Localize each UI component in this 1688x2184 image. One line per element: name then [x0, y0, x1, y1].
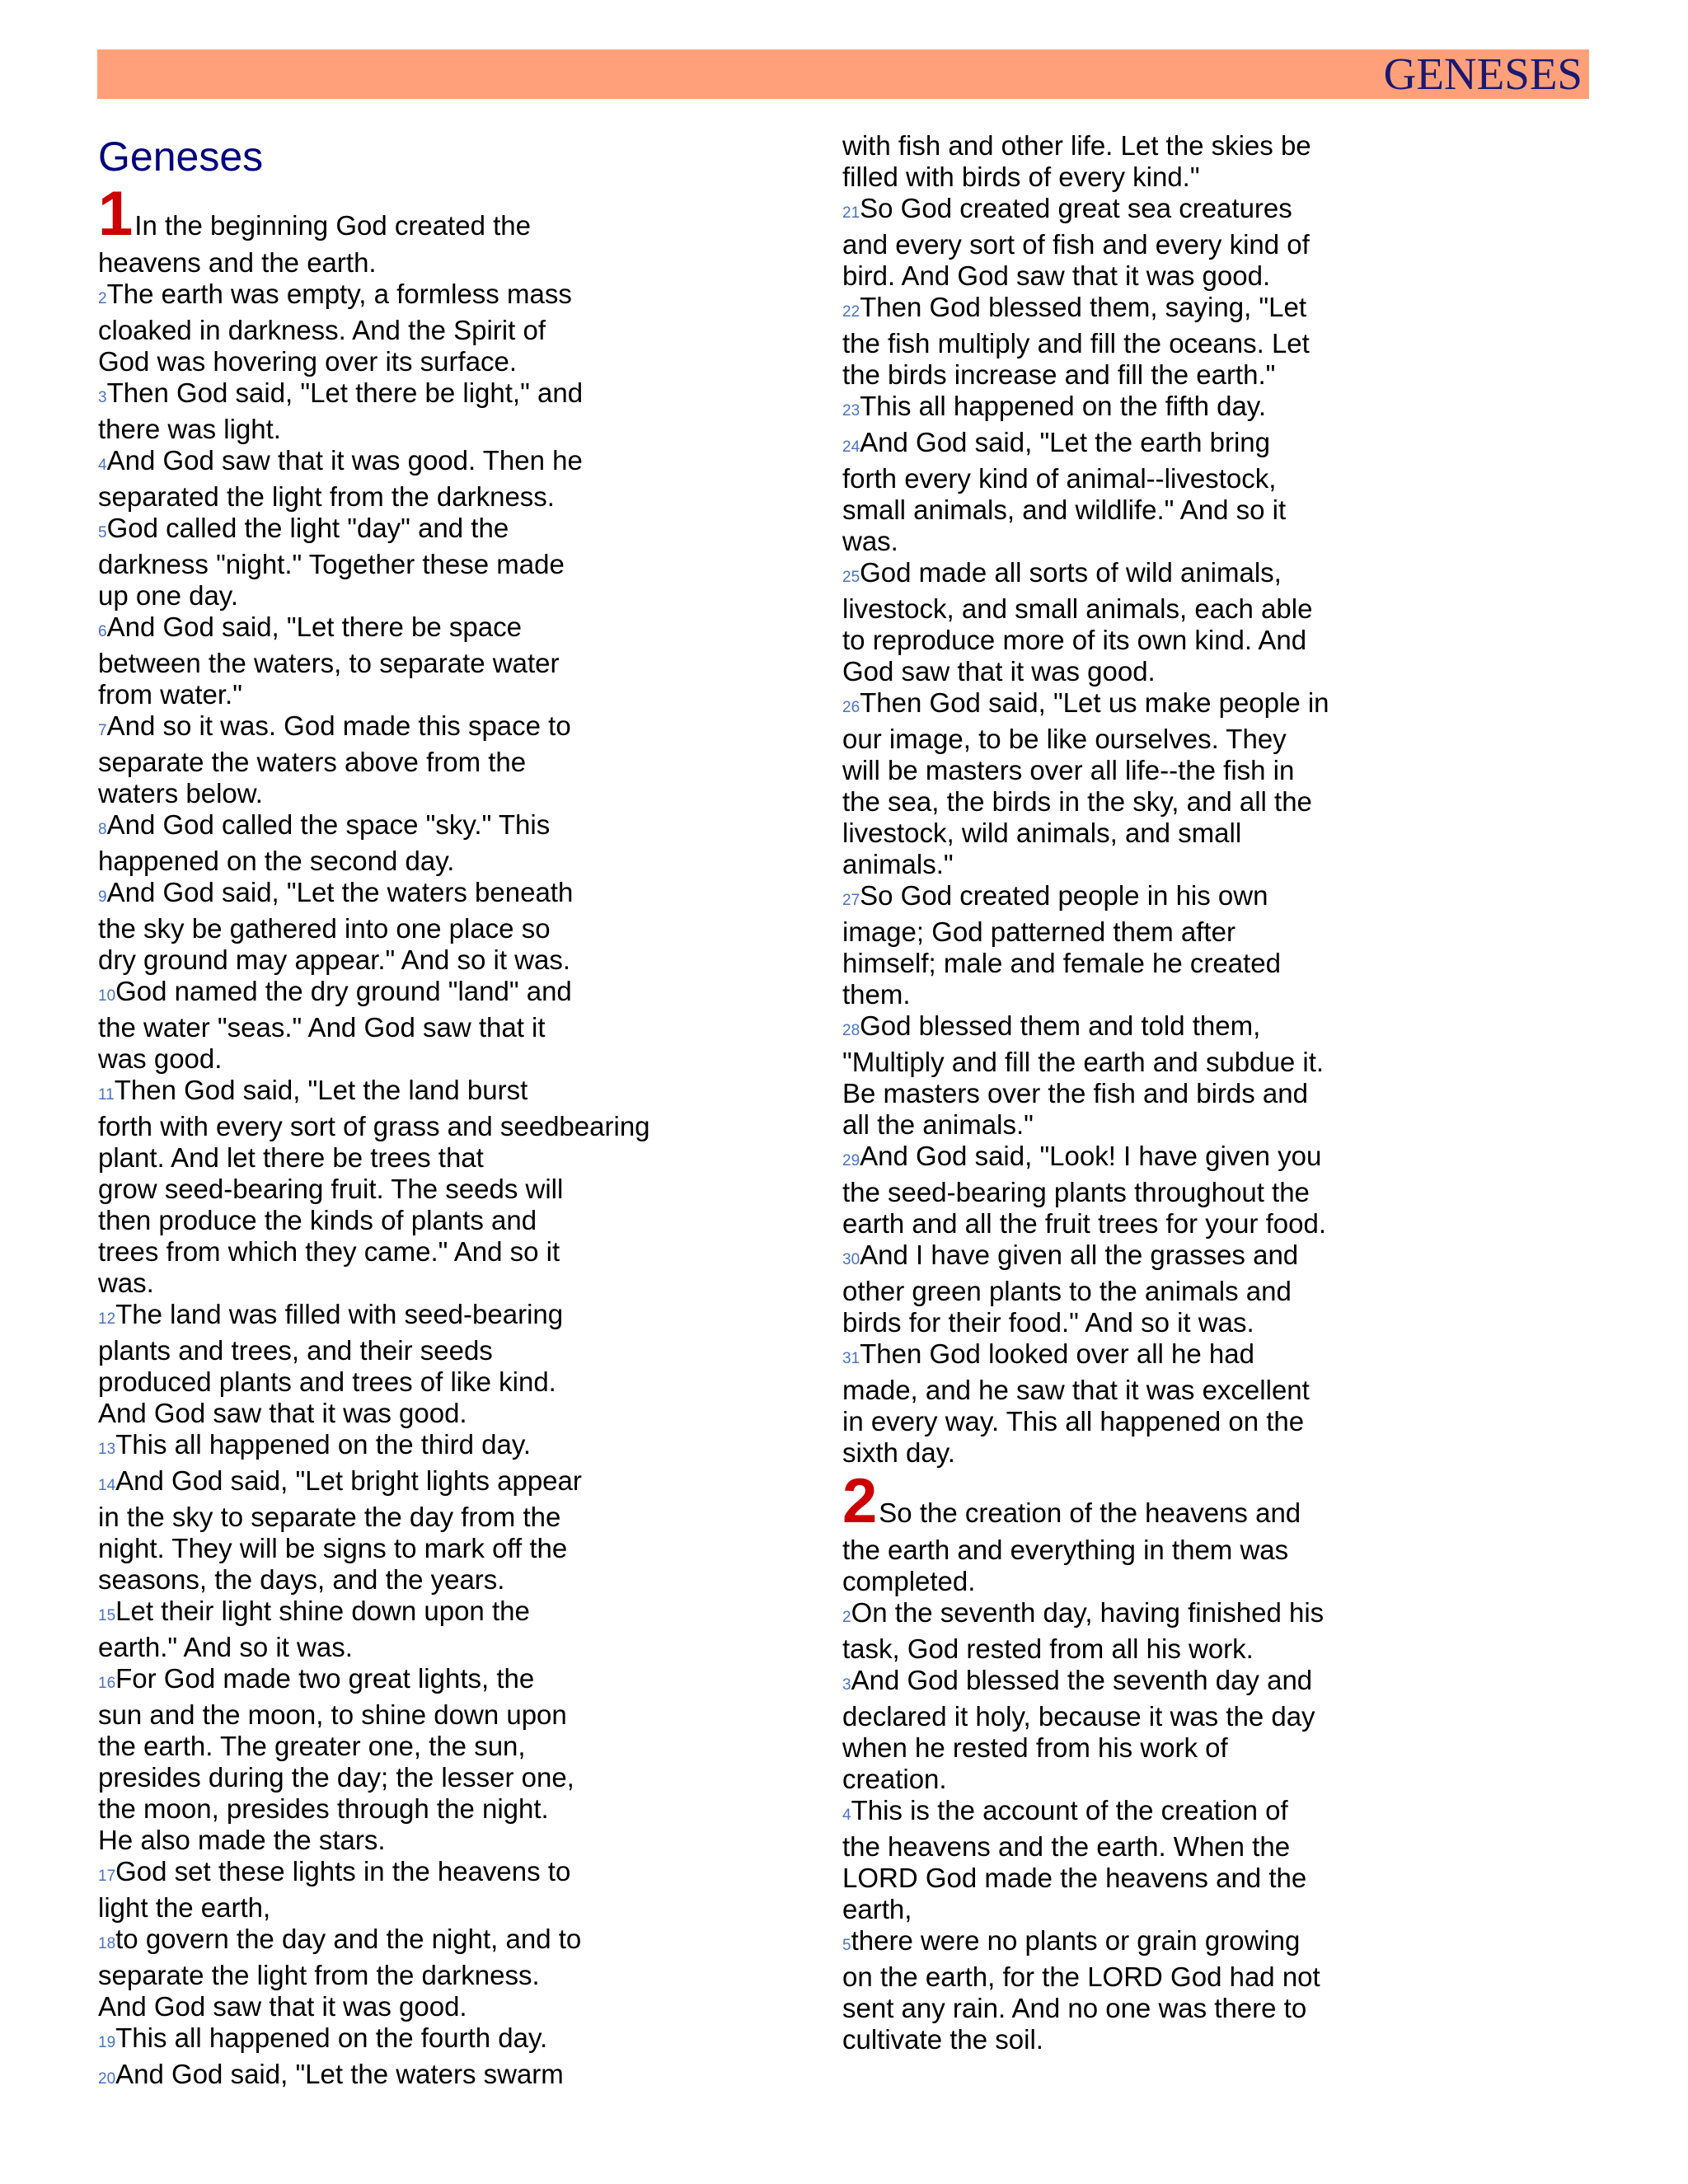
- verse-text: to govern the day and the night, and to: [115, 1924, 582, 1954]
- verse: [842, 880, 1386, 916]
- verse-text-line: [842, 463, 1386, 494]
- verse-text: Then God said, "Let there be light," and: [106, 377, 584, 408]
- verse-text: from water.": [98, 679, 242, 710]
- verse: [842, 1925, 1386, 1961]
- verse-number: 4: [842, 1807, 851, 1824]
- verse-text: plant. And let there be trees that: [98, 1142, 484, 1173]
- verse-text: And God said, "Let there be space: [106, 612, 522, 642]
- verse-number: 17: [98, 1868, 116, 1885]
- verse-text: image; God patterned them after: [842, 916, 1236, 947]
- verse-text: God blessed them and told them,: [860, 1010, 1261, 1041]
- verse-text: cultivate the soil.: [842, 2024, 1043, 2055]
- verse-text-line: [98, 1533, 675, 1564]
- verse-text-line: [98, 1142, 675, 1174]
- right-verse-list: [842, 130, 1386, 2055]
- verse-text-line: [98, 1174, 675, 1205]
- verse: [98, 377, 675, 414]
- verse-number: 8: [98, 821, 107, 838]
- verse-number: 7: [98, 722, 107, 739]
- verse-text: God named the dry ground "land" and: [115, 976, 572, 1006]
- verse-text: on the earth, for the LORD God had not: [842, 1961, 1320, 1992]
- verse-text: animals.": [842, 849, 954, 879]
- chapter-number: 1: [98, 179, 134, 249]
- verse: [98, 513, 675, 549]
- verse-text: between the waters, to separate water: [98, 648, 560, 678]
- verse: [98, 2022, 675, 2059]
- verse: [842, 130, 1386, 162]
- verse-text: In the beginning God created the: [134, 210, 531, 241]
- verse-number: 3: [98, 389, 107, 406]
- verse: [98, 1429, 675, 1465]
- verse-text-line: [98, 778, 675, 809]
- running-header-bar: [97, 49, 1589, 99]
- verse-text: earth." And so it was.: [98, 1632, 353, 1662]
- verse-text: And God said, "Let the waters beneath: [106, 877, 574, 907]
- verse-number: 19: [98, 2034, 116, 2051]
- verse-number: 11: [98, 1086, 115, 1104]
- verse: [842, 1240, 1386, 1276]
- verse-text: the sea, the birds in the sky, and all the: [842, 786, 1312, 817]
- verse: [842, 427, 1386, 463]
- verse: [98, 976, 675, 1012]
- verse-text-line: [842, 260, 1386, 292]
- verse-text-line: [842, 1633, 1386, 1665]
- verse-number: 10: [98, 987, 116, 1005]
- verse: [842, 1338, 1386, 1375]
- verse: [842, 1010, 1386, 1047]
- verse-text-line: [842, 328, 1386, 359]
- verse-text-line: [98, 1762, 675, 1793]
- verse-number: 5: [98, 524, 107, 541]
- verse-text: God saw that it was good.: [842, 656, 1156, 687]
- verse-text-line: [98, 1111, 675, 1142]
- verse-text-line: [98, 1699, 675, 1731]
- verse: [98, 710, 675, 747]
- verse-text: plants and trees, and their seeds: [98, 1335, 493, 1366]
- verse-number: 6: [98, 623, 107, 640]
- verse-text: presides during the day; the lesser one,: [98, 1762, 574, 1793]
- verse-number: 15: [98, 1607, 116, 1624]
- verse: [98, 612, 675, 648]
- verse-text-line: [842, 526, 1386, 557]
- verse-text-line: [842, 593, 1386, 625]
- verse-text: And God blessed the seventh day and: [851, 1665, 1313, 1695]
- verse-text-line: [842, 1437, 1386, 1469]
- verse-text: Then God said, "Let the land burst: [114, 1075, 528, 1105]
- verse-text: small animals, and wildlife." And so it: [842, 494, 1287, 525]
- verse-text: God was hovering over its surface.: [98, 346, 518, 377]
- verse-text: task, God rested from all his work.: [842, 1633, 1254, 1664]
- verse-text-line: [98, 1012, 675, 1043]
- verse-text: The land was filled with seed-bearing: [115, 1299, 564, 1329]
- verse-text: the sky be gathered into one place so: [98, 913, 551, 944]
- verse-number: 22: [842, 303, 860, 321]
- verse-number: 29: [842, 1152, 860, 1169]
- verse-text: This all happened on the fourth day.: [115, 2022, 548, 2053]
- verse-text: light the earth,: [98, 1892, 271, 1923]
- verse-text-line: [842, 494, 1386, 526]
- verse-text: declared it holy, because it was the day: [842, 1701, 1315, 1732]
- verse-text-line: heavens and the earth.: [98, 247, 377, 278]
- verse-text-line: [842, 724, 1386, 755]
- verse-text-line: [98, 1793, 675, 1825]
- verse-text: sent any rain. And no one was there to: [842, 1993, 1307, 2023]
- verse-text-line: [98, 1366, 675, 1398]
- verse-text-line: [98, 481, 675, 513]
- verse-text-line: [842, 979, 1386, 1010]
- verse-text: the water "seas." And God saw that it: [98, 1012, 546, 1043]
- verse-text: himself; male and female he created: [842, 948, 1281, 978]
- verse-text-line: [842, 1177, 1386, 1208]
- verse-text-line: [842, 229, 1386, 260]
- verse: [842, 193, 1386, 229]
- verse-text: Then God said, "Let us make people in: [860, 687, 1329, 718]
- verse-text-line: [98, 580, 675, 612]
- verse-text: up one day.: [98, 580, 239, 611]
- verse-text-line: [842, 1863, 1386, 1894]
- verse-text-line: [98, 1960, 675, 1991]
- verse-text: happened on the second day.: [98, 846, 455, 876]
- verse-number: 31: [842, 1350, 860, 1367]
- verse-text-line: [98, 1632, 675, 1663]
- verse-text-line: [98, 1892, 675, 1924]
- verse-text: filled with birds of every kind.": [842, 162, 1200, 192]
- verse-text: And God saw that it was good.: [98, 1991, 467, 2022]
- verse-text: Be masters over the fish and birds and: [842, 1078, 1308, 1108]
- verse-text: forth every kind of animal--livestock,: [842, 463, 1277, 494]
- verse-text: God called the light "day" and the: [106, 513, 509, 543]
- verse: [98, 1299, 675, 1335]
- verse-text-line: [842, 1208, 1386, 1240]
- verse-text: will be masters over all life--the fish in: [842, 755, 1295, 785]
- verse-text: On the seventh day, having finished his: [851, 1597, 1325, 1628]
- verse: [98, 279, 675, 315]
- verse-text: And I have given all the grasses and: [860, 1240, 1299, 1270]
- verse-number: 25: [842, 569, 860, 586]
- verse-text: This is the account of the creation of: [851, 1795, 1288, 1825]
- verse: [98, 1465, 675, 1502]
- verse-text: was good.: [98, 1043, 223, 1074]
- verse-text: other green plants to the animals and: [842, 1276, 1292, 1306]
- verse-text-line: [842, 1701, 1386, 1732]
- verse-text-line: [842, 1894, 1386, 1925]
- verse-text: the heavens and the earth. When the: [842, 1831, 1291, 1862]
- verse-text-line: [842, 1406, 1386, 1437]
- verse-text: our image, to be like ourselves. They: [842, 724, 1287, 754]
- verse-number: 14: [98, 1477, 116, 1494]
- verse: [98, 809, 675, 846]
- verse-text: And God said, "Let bright lights appear: [115, 1465, 582, 1496]
- verse-text: Then God blessed them, saying, "Let: [860, 292, 1306, 322]
- verse-text-line: [98, 315, 675, 346]
- verse-text: And God said, "Let the waters swarm: [115, 2059, 564, 2089]
- verse-text: "Multiply and fill the earth and subdue it.: [842, 1047, 1325, 1077]
- verse-text: So God created great sea creatures: [860, 193, 1292, 223]
- verse-text: produced plants and trees of like kind.: [98, 1366, 556, 1397]
- chapter-start: [98, 179, 675, 249]
- verse: [842, 1597, 1386, 1633]
- verse-text: trees from which they came." And so it: [98, 1236, 560, 1267]
- verse-text-line: [98, 648, 675, 679]
- verse-text-line: [842, 1109, 1386, 1141]
- verse-text-line: [842, 1831, 1386, 1863]
- verse-text: sixth day.: [842, 1437, 955, 1468]
- verse-number: 30: [842, 1251, 860, 1268]
- verse-text-line: [842, 656, 1386, 687]
- verse-text-line: [842, 1078, 1386, 1109]
- verse-text: cloaked in darkness. And the Spirit of: [98, 315, 546, 345]
- verse: [98, 445, 675, 481]
- verse-text-line: [98, 1043, 675, 1075]
- verse-text: made, and he saw that it was excellent: [842, 1375, 1310, 1405]
- verse-text: with fish and other life. Let the skies be: [842, 130, 1311, 161]
- verse-text: sun and the moon, to shine down upon: [98, 1699, 567, 1730]
- verse-number: 2: [842, 1609, 851, 1626]
- verse-text: the fish multiply and fill the oceans. Let: [842, 328, 1310, 359]
- verse-text-line: [842, 755, 1386, 786]
- verse-text: creation.: [842, 1764, 947, 1794]
- verse-text: Let their light shine down upon the: [115, 1596, 530, 1626]
- chapter-number: 2: [842, 1466, 878, 1536]
- verse: [842, 557, 1386, 593]
- verse-text: livestock, wild animals, and small: [842, 818, 1242, 848]
- verse-text-line: [842, 948, 1386, 979]
- verse: [98, 1856, 675, 1892]
- verse-text: night. They will be signs to mark off the: [98, 1533, 568, 1563]
- verse: [842, 1141, 1386, 1177]
- verse-text: the birds increase and fill the earth.": [842, 359, 1276, 390]
- verse-text-line: [98, 1335, 675, 1366]
- verse: [98, 2059, 675, 2095]
- running-header-title: GENESES: [1383, 49, 1582, 99]
- verse-number: 28: [842, 1022, 860, 1039]
- verse-text-line: [98, 549, 675, 580]
- verse-text: darkness "night." Together these made: [98, 549, 565, 579]
- verse-text: God made all sorts of wild animals,: [860, 557, 1282, 588]
- verse-text-line: [842, 1764, 1386, 1795]
- verse-text: And God said, "Look! I have given you: [860, 1141, 1322, 1171]
- verse-number: 2: [98, 290, 107, 307]
- verse-text-line: [842, 2024, 1386, 2055]
- verse-text: Then God looked over all he had: [860, 1338, 1254, 1369]
- verse-number: 16: [98, 1675, 116, 1692]
- verse-text: He also made the stars.: [98, 1825, 386, 1855]
- verse-text: earth and all the fruit trees for your food.: [842, 1208, 1326, 1239]
- verse-text-line: [98, 1502, 675, 1533]
- verse-text: And God saw that it was good. Then he: [106, 445, 583, 476]
- verse-text: And so it was. God made this space to: [106, 710, 571, 741]
- verse-text: And God saw that it was good.: [98, 1398, 467, 1428]
- verse-text: separated the light from the darkness.: [98, 481, 555, 512]
- verse: [98, 1596, 675, 1632]
- verse-text-line: [842, 1993, 1386, 2024]
- verse: [842, 391, 1386, 427]
- verse-number: 3: [842, 1676, 851, 1694]
- verse-number: 4: [98, 457, 107, 474]
- verse-text: then produce the kinds of plants and: [98, 1205, 537, 1235]
- verse-text-line: [842, 786, 1386, 818]
- verse-text: forth with every sort of grass and seedbearing: [98, 1111, 650, 1141]
- verse: [842, 687, 1386, 724]
- verse-text-line: [98, 414, 675, 445]
- verse-text-line: [842, 1961, 1386, 1993]
- verse-text: God set these lights in the heavens to: [115, 1856, 571, 1886]
- verse-number: 24: [842, 438, 860, 456]
- right-column: [842, 130, 1386, 2055]
- verse-text: separate the waters above from the: [98, 747, 527, 777]
- verse-text-line: [98, 913, 675, 944]
- verse-number: 9: [98, 888, 107, 906]
- verse-text: them.: [842, 979, 911, 1010]
- verse-text: in every way. This all happened on the: [842, 1406, 1305, 1436]
- book-title: Geneses: [98, 134, 264, 180]
- verse-text: was.: [98, 1268, 154, 1298]
- verse-text-line: [842, 1732, 1386, 1764]
- verse-text: the earth. The greater one, the sun,: [98, 1731, 526, 1761]
- verse-text-line: [98, 1731, 675, 1762]
- verse-number: 12: [98, 1310, 116, 1328]
- verse-text: was.: [842, 526, 898, 556]
- verse: [842, 1665, 1386, 1701]
- verse-text-line: [98, 747, 675, 778]
- verse-text: seasons, the days, and the years.: [98, 1564, 505, 1595]
- verse-text: So the creation of the heavens and: [879, 1497, 1301, 1528]
- verse-text-line: [842, 1276, 1386, 1307]
- verse-text: livestock, and small animals, each able: [842, 593, 1313, 624]
- verse-text: the seed-bearing plants throughout the: [842, 1177, 1310, 1207]
- verse-text-line: [98, 679, 675, 710]
- verse-number: 23: [842, 402, 860, 419]
- verse-text: This all happened on the third day.: [115, 1429, 532, 1460]
- verse-text: And God called the space "sky." This: [106, 809, 551, 840]
- verse-text-line: [842, 849, 1386, 880]
- verse-text-line: [98, 1236, 675, 1268]
- verse-text-line: [98, 1564, 675, 1596]
- verse-number: 20: [98, 2070, 116, 2088]
- verse-text-line: [842, 625, 1386, 656]
- verse-text-line: [98, 944, 675, 976]
- verse-text-line: [98, 846, 675, 877]
- verse-text: And God said, "Let the earth bring: [860, 427, 1271, 457]
- verse-text: dry ground may appear." And so it was.: [98, 944, 571, 975]
- verse-text: LORD God made the heavens and the: [842, 1863, 1307, 1893]
- verse-number: 18: [98, 1935, 116, 1952]
- verse-text-line: [842, 162, 1386, 193]
- verse-number: 27: [842, 892, 860, 909]
- verse-text-line: [98, 1268, 675, 1299]
- verse-text-line: [98, 1398, 675, 1429]
- verse-text-line: [842, 1375, 1386, 1406]
- verse-text: grow seed-bearing fruit. The seeds will: [98, 1174, 564, 1204]
- verse-text: So God created people in his own: [860, 880, 1268, 911]
- verse-text: birds for their food." And so it was.: [842, 1307, 1254, 1338]
- verse-text: there was light.: [98, 414, 281, 444]
- verse: [98, 1075, 675, 1111]
- verse-text: and every sort of fish and every kind of: [842, 229, 1310, 260]
- verse-text: bird. And God saw that it was good.: [842, 260, 1271, 291]
- verse-text-line: [842, 1307, 1386, 1338]
- verse: [842, 1795, 1386, 1831]
- verse-text-line: [842, 1047, 1386, 1078]
- verse-text: the moon, presides through the night.: [98, 1793, 549, 1824]
- verse-number: 5: [842, 1937, 851, 1954]
- chapter-start: [842, 1466, 1386, 1536]
- verse-text: This all happened on the fifth day.: [860, 391, 1267, 421]
- verse-text-line: [98, 1825, 675, 1856]
- verse: [98, 1663, 675, 1699]
- verse-text-line: [842, 818, 1386, 849]
- verse-text-line: [98, 1991, 675, 2022]
- verse-text: waters below.: [98, 778, 263, 808]
- verse-number: 26: [842, 699, 860, 716]
- verse-text: For God made two great lights, the: [115, 1663, 535, 1694]
- verse-number: 13: [98, 1441, 116, 1458]
- verse-text-line: [98, 346, 675, 377]
- verse-text: The earth was empty, a formless mass: [106, 279, 572, 309]
- verse-number: 21: [842, 204, 860, 222]
- verse-text: earth,: [842, 1894, 912, 1924]
- verse-text-line: [842, 359, 1386, 391]
- verse-text: in the sky to separate the day from the: [98, 1502, 561, 1532]
- verse-text: all the animals.": [842, 1109, 1034, 1140]
- left-column: [98, 124, 675, 2095]
- verse-text-line: [842, 916, 1386, 948]
- left-verse-list: [98, 179, 675, 2095]
- verse-text-line: [98, 1205, 675, 1236]
- verse-text-line: completed.: [842, 1566, 976, 1596]
- verse: [98, 877, 675, 913]
- verse-text: when he rested from his work of: [842, 1732, 1228, 1763]
- verse-text: there were no plants or grain growing: [851, 1925, 1301, 1956]
- verse-text-line: the earth and everything in them was: [842, 1535, 1289, 1565]
- verse: [842, 292, 1386, 328]
- verse: [98, 1924, 675, 1960]
- verse-text: to reproduce more of its own kind. And: [842, 625, 1307, 655]
- verse-text: separate the light from the darkness.: [98, 1960, 540, 1990]
